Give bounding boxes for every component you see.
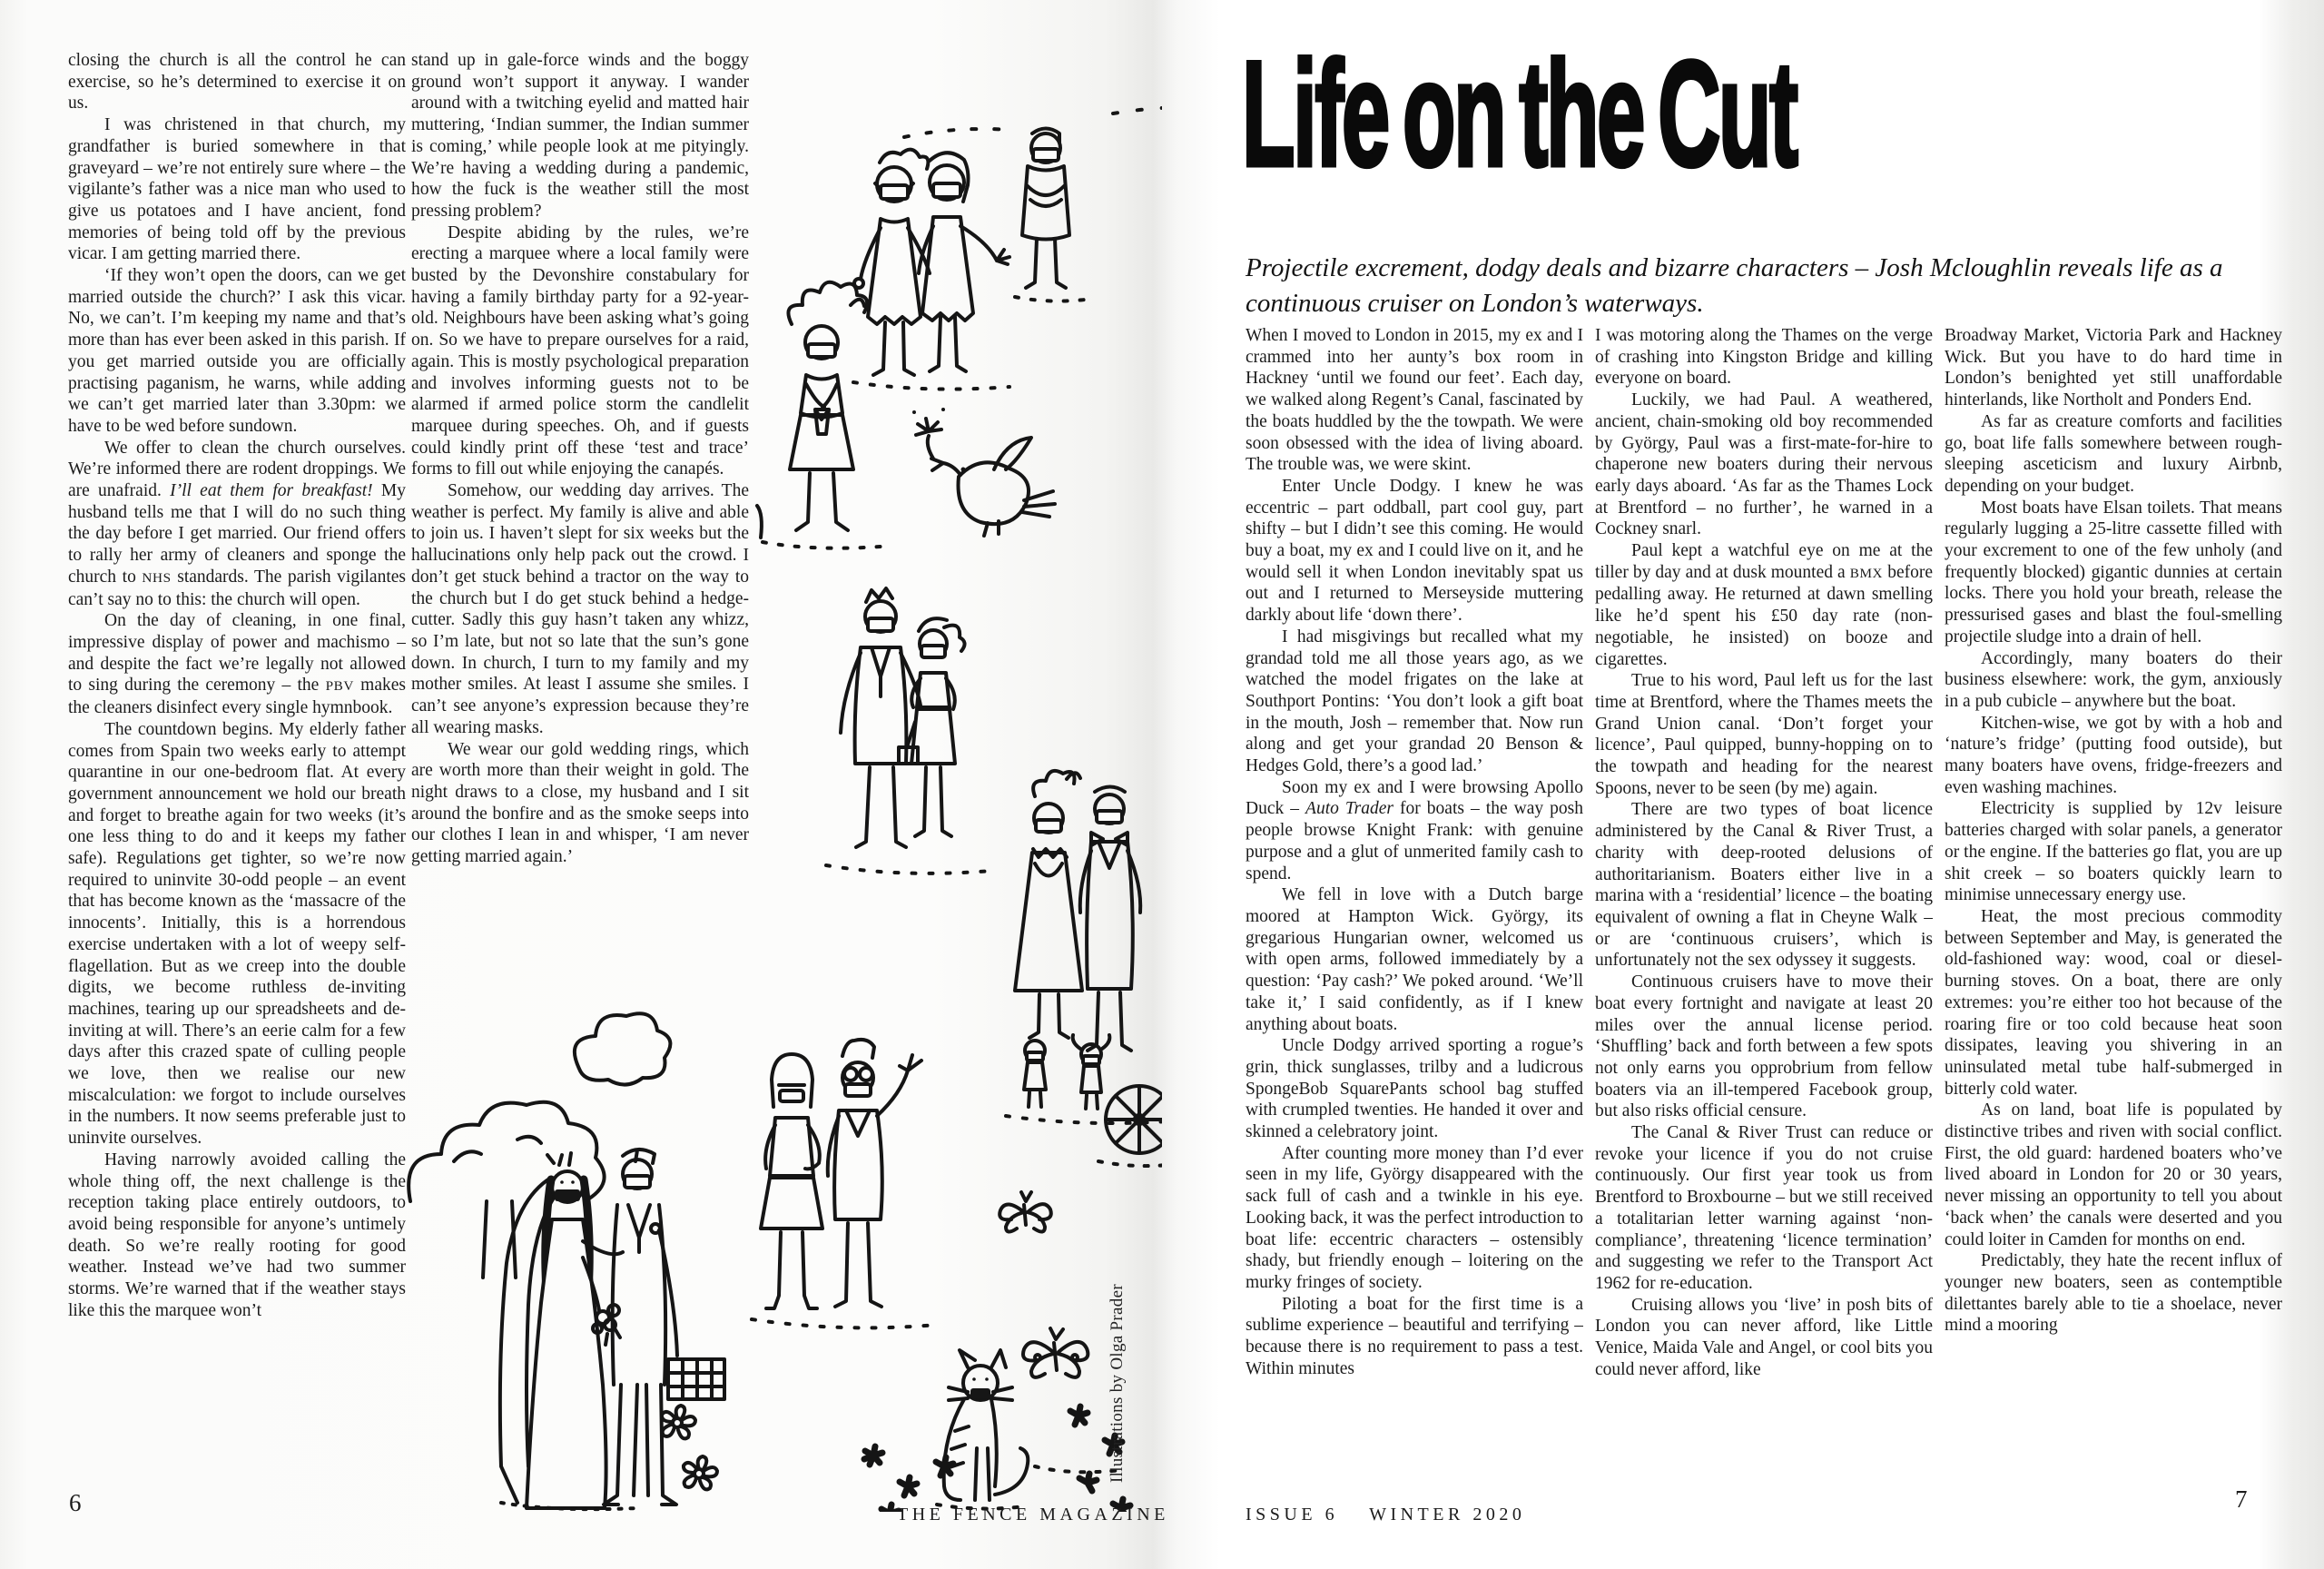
paragraph: There are two types of boat licence administered by the Canal & River Trust, a charity with deep-rooted delusions of authoritarianism. Boaters either live in a marina with a ‘residential’ licence – the boating equivalent of owning a flat in Cheyne Walk – or are ‘continuous cruisers’, which is unfortunately not the sex odyssey it suggests. [1595, 800, 1933, 971]
right-page-column-1 [1246, 325, 1583, 1483]
right-page-column-3 [1945, 325, 2282, 1483]
paragraph: Having narrowly avoided calling the whole thing off, the next challenge is the reception taking place entirely outdoors, to avoid being responsible for anyone’s untimely death. So we’re really rooting for good weather. Instead we’ve had two summer storms. We’re warned that if the weather stays like this the marquee won’t [68, 1150, 406, 1320]
issue-label: ISSUE 6 [1246, 1505, 1339, 1525]
butterfly [1023, 1328, 1088, 1377]
bush [409, 1013, 670, 1278]
right-page-column-2 [1595, 325, 1933, 1483]
butterfly [1000, 1192, 1051, 1232]
paragraph: We wear our gold wedding rings, which are worth more than their weight in gold. The night draws to a close, my husband and I sit around the bonfire and as the smoke seeps into our clothes I lean in and whisper, ‘I am never getting married again.’ [411, 739, 749, 867]
paragraph: stand up in gale-force winds and the boggy ground won’t support it anyway. I wander around with a twitching eyelid and matted hair muttering, ‘Indian summer, the Indian summer is coming,’ while people look at me pityingly. We’re having a wedding during a pandemic, how the fuck is the weather still the most pressing problem? [411, 51, 749, 221]
masked-guest-woman [919, 153, 1009, 371]
footprint-trail [904, 129, 1011, 137]
footprint-trail [1113, 107, 1162, 113]
paragraph: Uncle Dodgy arrived sporting a rogue’s grin, thick sunglasses, trilby and a ludicrous SpongeBob SquarePants school bag stuffed with crumpled twenties. He handed it over and skinned a celebratory joint. [1246, 1036, 1583, 1142]
masked-guest-man [1015, 129, 1093, 301]
magazine-name-footer: THE FENCE MAGAZINE [897, 1505, 1169, 1525]
paragraph: Somehow, our wedding day arrives. The weather is perfect. My family is alive and able to join us. I haven’t slept for six weeks but the hallucinations only help pack out the crowd. I don’t get stuck behind a tractor on the way to the church but I do get stuck behind a hedge-cutter. Sadly this guy hasn’t taken any whizz, so I’m late, but not so late that the sun’s gone down. In church, I turn to my family and my mother smiles. At least I assume she smiles. I can’t see anyone’s expression because they’re all wearing masks. [411, 481, 749, 737]
left-page-column-1 [68, 50, 406, 1416]
wheel [1098, 1086, 1162, 1166]
paragraph: Most boats have Elsan toilets. That means regularly lugging a 25-litre cassette filled with your excrement to one of the few unholy (and frequently blocked) gigantic dunnies at certain locks. There you hold your breath, release the pressurised gases and blast the foul-smelling projectile sludge into a drain of hell. [1945, 498, 2282, 646]
paragraph: I was motoring along the Thames on the verge of crashing into Kingston Bridge and killing everyone on board. [1595, 326, 1933, 389]
bird-carrying-flower [912, 408, 1055, 536]
sitting-cat-with-mask [937, 1350, 1028, 1509]
paragraph: Piloting a boat for the first time is a sublime experience – beautiful and terrifying – because there is no requirement to pass a test. Within minutes [1246, 1294, 1583, 1378]
illustration-credit: Illustrations by Olga Prader [1108, 1284, 1127, 1483]
paragraph: I was christened in that church, my grandfather is buried somewhere in that graveyard – we’re not entirely sure where – the vigilante’s father was a nice man who used to give us potatoes and I have ancient, fond memories of being told off by the previous vicar. I am getting married there. [68, 115, 406, 264]
paragraph: I had misgivings but recalled what my grandad told me all those years ago, as we watched the model frigates on the lake at Southport Pontins: ‘You don’t look a gift boat in the mouth, Josh – remember that. Now run along and get your grandad 20 Benson & Hedges Gold, there’s a good lad.’ [1246, 627, 1583, 776]
wedding-illustration [399, 50, 1162, 1512]
paragraph: closing the church is all the control he can exercise, so he’s determined to exercise it on us. [68, 51, 406, 113]
masked-guest-woman [854, 150, 930, 375]
paragraph: After counting more money than I’d ever seen in my life, György disappeared with the sack full of cash and a twinkle in his eye. Looking back, it was the perfect introduction to boat life: eccentric characters – ostensibly shady, but friendly enough – loitering on the murky fringes of society. [1246, 1143, 1583, 1292]
paragraph: As far as creature comforts and facilities go, boat life falls somewhere between rough-sleeping asceticism and luxury Airbnb, depending on your budget. [1945, 411, 2282, 496]
paragraph: When I moved to London in 2015, my ex and I crammed into her aunty’s box room in Hackney ‘until we found our feet’. Each day, we walked along Regent’s Canal, fascinated by the boats huddled by the the towpath. We were soon obsessed with the idea of living aboard. The trouble was, we were skint. [1246, 326, 1583, 475]
masked-elder-couple [1015, 771, 1140, 1051]
paragraph: Enter Uncle Dodgy. I knew he was eccentric – part oddball, part cool guy, part shifty – but I didn’t see this coming. He would buy a boat, my ex and I could live on it, and he would sell it when London inevitably spat us out and I returned to Merseyside muttering darkly about life ‘down there’. [1246, 476, 1583, 626]
paragraph: Electricity is supplied by 12v leisure batteries charged with solar panels, a generator or the engine. If the batteries go flat, you are up shit creek – so boaters quickly learn to minimise unnecessary energy use. [1945, 799, 2282, 905]
paragraph: Despite abiding by the rules, we’re erecting a marquee where a local family were busted by the Devonshire constabulary for having a family birthday party for a 92-year-old. Neighbours have been asking what’s going on. So we have to prepare ourselves for a raid, again. This is mostly psychological preparation and involves informing guests not to be alarmed if armed police storm the candlelit marquee during speeches. Oh, and if guests could kindly print off these ‘test and trace’ forms to fill out while enjoying the canapés. [411, 222, 749, 479]
season-label: WINTER 2020 [1369, 1505, 1526, 1525]
paragraph: Broadway Market, Victoria Park and Hackney Wick. But you have to do hard time in London’s benighted yet still unaffordable hinterlands, like Northolt and Ponders End. [1945, 326, 2282, 410]
paragraph: The Canal & River Trust can reduce or revoke your licence if you do not cruise continuously. Our first year took us from Brentford to Broxbourne – but we still received a totalitarian letter warning against ‘non-compliance’, threatening ‘licence termination’ and suggesting we refer to the Transport Act 1962 for re-education. [1595, 1123, 1933, 1293]
masked-bride-and-groom [490, 1150, 746, 1512]
paragraph: As on land, boat life is populated by distinctive tribes and riven with social conflict. First, the old guard: hardened boaters who’ve lived aboard in London for 20 or 30 years, never missing an opportunity to tell you about ‘back when’ the canals were deserted and you could loiter in Camden for months on end. [1945, 1100, 2282, 1249]
daisies [662, 1406, 717, 1489]
page-number-right: 7 [2235, 1485, 2248, 1513]
paragraph: Heat, the most precious commodity between September and May, is generated the old-fashioned way: wood, coal or diesel-burning stoves. On a boat, there are only extremes: you’re either too hot because of the roaring fire or too cold because heat soon dissipates, leaving you shivering in an uninsulated metal tube half-submerged in bitterly cold water. [1945, 906, 2282, 1099]
paragraph: Continuous cruisers have to move their boat every fortnight and navigate at least 20 miles over the annual license period. ‘Shuffling’ back and forth between a few spots not only earns you opprobrium from fellow boaters via an ill-tempered Facebook group, but also risks official censure. [1595, 972, 1933, 1121]
masked-couple-peace-sign [752, 1040, 937, 1327]
paragraph: We fell in love with a Dutch barge moored at Hampton Wick. György, its gregarious Hungarian owner, welcomed us with open arms, followed immediately by a question: ‘Pay cash?’ We poked around. ‘We’ll take it,’ I said confidently, as if I knew anything about boats. [1246, 885, 1583, 1034]
issue-footer [1246, 1505, 1525, 1525]
paragraph: Accordingly, many boaters do their business elsewhere: work, the gym, anxiously in a pub cubicle – anywhere but the boat. [1945, 648, 2282, 711]
paragraph: We offer to clean the church ourselves. We’re informed there are rodent droppings. We are unafraid. I’ll eat them for breakfast! My husband tells me that I will do no such thing the day before I get married. Our friend offers to rally her army of cleaners and sponge the church to NHS standards. The parish vigilantes can’t say no to this: the church will open. [68, 438, 406, 609]
paragraph: ‘If they won’t open the doors, can we get married outside the church?’ I ask this vicar. No, we can’t. I’m keeping my name and that’s more than has ever been asked in this parish. If you get married outside you are officially practising paganism, he warns, while adding we can’t get married later than 3.30pm: we have to be wed before sundown. [68, 266, 406, 436]
article-title: Life on the Cut [1242, 30, 1797, 197]
paragraph: On the day of cleaning, in one final, impressive display of power and machismo – and despite the fact we’re legally not allowed to sing during the ceremony – the PBV makes the cleaners disinfect every single hymnbook. [68, 611, 406, 718]
grass [853, 382, 1009, 390]
paragraph: Predictably, they hate the recent influx of younger new boaters, seen as contemptible dilettantes barely able to tie a shoelace, never mind a mooring [1945, 1251, 2282, 1336]
article-standfirst: Projectile excrement, dodgy deals and bizarre characters – Josh Mcloughlin reveals life as a continuous cruiser on London’s waterways. [1246, 253, 2223, 318]
masked-guest-curly-woman [757, 282, 891, 548]
masked-couple [826, 588, 991, 873]
page-number-left: 6 [69, 1489, 82, 1516]
paragraph: True to his word, Paul left us for the last time at Brentford, where the Thames meets the Grand Union canal. ‘Don’t forget your licence’, Paul quipped, bunny-hopping on to the towpath and heading for the nearest Spoons, never to be seen (by me) again. [1595, 671, 1933, 798]
paragraph: Luckily, we had Paul. A weathered, ancient, chain-smoking old boy recommended by György, Paul was a first-mate-for-hire to chaperone new boaters during their nervous early days aboard. ‘As far as the Thames Lock at Brentford – no further’, he warned in a Cockney snarl. [1595, 390, 1933, 539]
paragraph: The countdown begins. My elderly father comes from Spain two weeks early to attempt quarantine in our one-bedroom flat. At every government announcement we hold our breath and forget to breathe again for two weeks (it’s one less thing to do and it keeps my father safe). Regulations get tighter, so we’re now required to uninvite 30-odd people – an event that has become known as the ‘massacre of the innocents’. Initially, this is a horrendous exercise undertaken with a lot of weepy self-flagellation. But as we creep into the double digits, we become ruthless de-inviting machines, tearing up our spreadsheets and de-inviting at will. There’s an eerie calm for a few days after this crazed spate of culling people we love, then we realise our new miscalculation: we forgot to include ourselves in the numbers. It now seems preferable just to uninvite ourselves. [68, 719, 406, 1149]
paragraph: Paul kept a watchful eye on me at the tiller by day and at dusk mounted a BMX before pedalling away. He returned at dawn smelling like he’d spent his £50 day rate (non-negotiable, he insisted) on booze and cigarettes. [1595, 541, 1933, 669]
paragraph: Cruising allows you ‘live’ in posh bits of London you can never afford, like Little Venice, Maida Vale and Angel, or cool bits you could never afford, like [1595, 1295, 1933, 1379]
paragraph: Soon my ex and I were browsing Apollo Duck – Auto Trader for boats – the way posh people browse Knight Frank: with genuine purpose and a glut of unmerited family cash to spend. [1246, 777, 1583, 883]
paragraph: Kitchen-wise, we got by with a hob and ‘nature’s fridge’ (putting food outside), but many boaters have ovens, fridge-freezers and even washing machines. [1945, 713, 2282, 797]
